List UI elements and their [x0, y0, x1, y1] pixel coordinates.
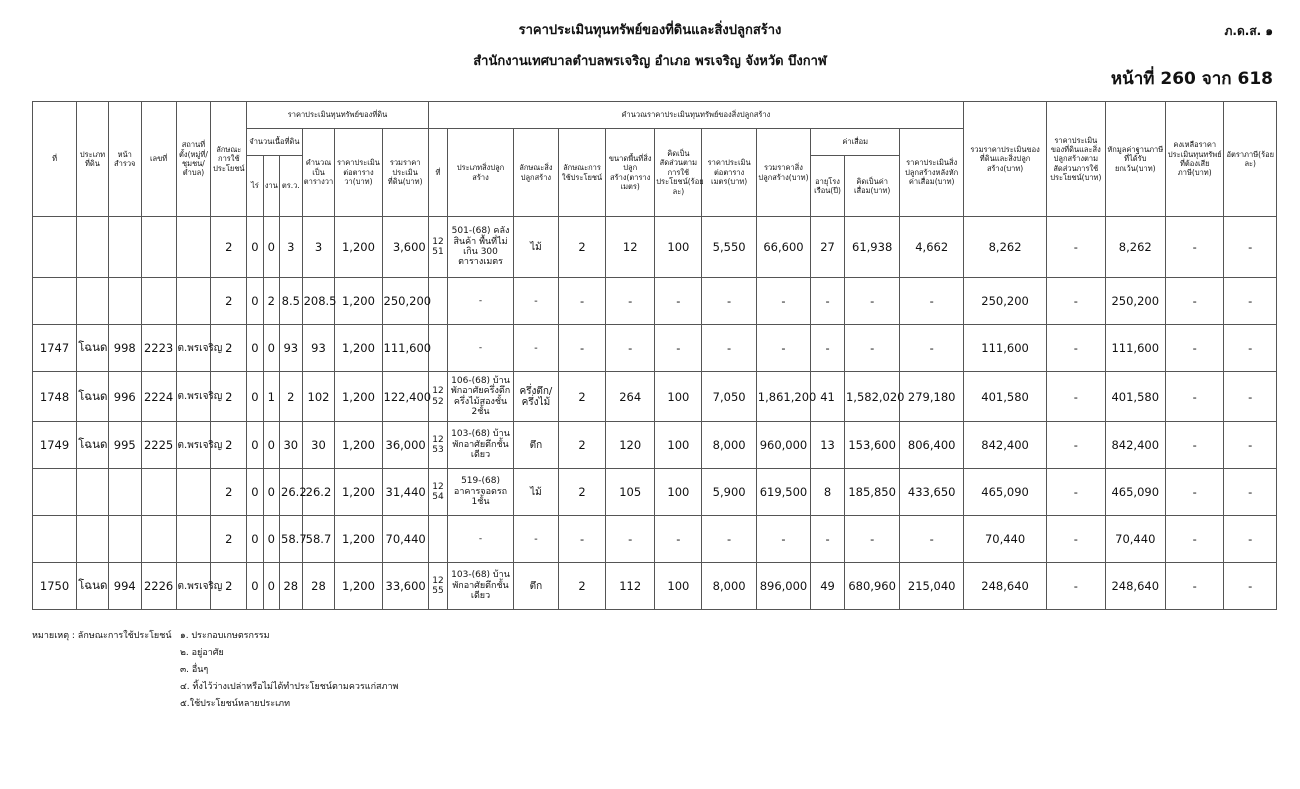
cell-bldg-total: 896,000: [756, 563, 810, 610]
cell-land-total: 31,440: [382, 469, 428, 516]
cell-bldg-after-dep: 279,180: [900, 372, 964, 422]
notes-item: ๓. อื่นๆ: [180, 665, 209, 675]
col-header-price-per-sqm: ราคาประเมินต่อตารางเมตร(บาท): [702, 129, 756, 217]
cell-doc-number: [141, 516, 176, 563]
cell-dep-amount: 61,938: [844, 217, 899, 278]
cell-use-ratio: -: [655, 325, 702, 372]
cell-grand-total: 465,090: [964, 469, 1047, 516]
cell-exemption: 70,440: [1105, 516, 1165, 563]
notes-item: ๒. อยู่อาศัย: [180, 648, 224, 658]
cell-total-sq-wa: 58.7: [302, 516, 335, 563]
form-code: ภ.ด.ส. ๑: [1224, 24, 1273, 38]
cell-dep-amount: 153,600: [844, 422, 899, 469]
document-subtitle: สำนักงานเทศบาลตำบลพรเจริญ อำเภอ พรเจริญ จังหวัด บึงกาฬ: [473, 54, 827, 69]
cell-ngan: 0: [263, 217, 279, 278]
cell-bldg-use: -: [558, 516, 605, 563]
cell-bldg-no: 12 55: [428, 563, 447, 610]
cell-location: ต.พรเจริญ: [176, 563, 211, 610]
cell-bldg-after-dep: -: [900, 516, 964, 563]
cell-no: 1749: [33, 422, 77, 469]
col-header-doc-type: ประเภทที่ดิน: [77, 102, 109, 217]
cell-ngan: 0: [263, 563, 279, 610]
cell-bldg-area: 264: [606, 372, 655, 422]
cell-bldg-after-dep: 806,400: [900, 422, 964, 469]
cell-bldg-nature: ไม้: [513, 217, 558, 278]
cell-bldg-area: -: [606, 325, 655, 372]
cell-rai: 0: [247, 469, 263, 516]
cell-bldg-nature: ตึก: [513, 563, 558, 610]
cell-exemption: 401,580: [1105, 372, 1165, 422]
col-header-land-total: รวมราคาประเมินที่ดิน(บาท): [382, 129, 428, 217]
col-header-prop-ratio-value: ราคาประเมินของที่ดินและสิ่งปลูกสร้างตามสัดส่วนการใช้ประโยชน์(บาท): [1047, 102, 1105, 217]
col-header-bldg-after-dep: ราคาประเมินสิ่งปลูกสร้างหลังหักค่าเสื่อม(บาท): [900, 129, 964, 217]
cell-doc-number: 2224: [141, 372, 176, 422]
cell-survey-page: [108, 278, 141, 325]
col-header-bldg-nature: ลักษณะสิ่งปลูกสร้าง: [513, 129, 558, 217]
notes-item: ๕.ใช้ประโยชน์หลายประเภท: [180, 699, 291, 709]
cell-total-sq-wa: 3: [302, 217, 335, 278]
col-header-exemption: หักมูลค่าฐานภาษีที่ได้รับยกเว้น(บาท): [1105, 102, 1165, 217]
cell-bldg-area: -: [606, 516, 655, 563]
cell-bldg-total: 960,000: [756, 422, 810, 469]
cell-age: 49: [811, 563, 845, 610]
table-row: [33, 563, 1277, 610]
cell-rai: 0: [247, 516, 263, 563]
cell-no: [33, 516, 77, 563]
cell-land-total: 122,400: [382, 372, 428, 422]
cell-bldg-use: 2: [558, 422, 605, 469]
cell-bldg-total: -: [756, 516, 810, 563]
cell-survey-page: [108, 469, 141, 516]
cell-prop-ratio-value: -: [1047, 372, 1105, 422]
cell-location: [176, 278, 211, 325]
cell-sq-wa: 3: [280, 217, 303, 278]
cell-tax-rate: -: [1224, 469, 1277, 516]
cell-doc-number: 2226: [141, 563, 176, 610]
cell-price-per-sq-wa: 1,200: [335, 422, 382, 469]
cell-use-ratio: -: [655, 278, 702, 325]
cell-grand-total: 842,400: [964, 422, 1047, 469]
cell-no: [33, 217, 77, 278]
cell-bldg-type: 519-(68) อาคารจอดรถ 1ชั้น: [448, 469, 514, 516]
cell-ngan: 2: [263, 278, 279, 325]
cell-bldg-use: -: [558, 325, 605, 372]
cell-land-use: 2: [211, 278, 247, 325]
cell-grand-total: 401,580: [964, 372, 1047, 422]
col-header-location: สถานที่ตั้ง(หมู่ที่/ชุมชน/ตำบล): [176, 102, 211, 217]
cell-bldg-no: 12 52: [428, 372, 447, 422]
cell-land-total: 111,600: [382, 325, 428, 372]
cell-bldg-type: 103-(68) บ้านพักอาศัยตึกชั้นเดียว: [448, 422, 514, 469]
table-row: [33, 325, 1277, 372]
cell-doc-type: [77, 469, 109, 516]
cell-doc-type: [77, 278, 109, 325]
col-header-bldg-use: ลักษณะการใช้ประโยชน์: [558, 129, 605, 217]
cell-price-per-sqm: 5,900: [702, 469, 756, 516]
col-header-dep-amount: คิดเป็นค่าเสื่อม(บาท): [844, 156, 899, 217]
cell-tax-rate: -: [1224, 563, 1277, 610]
cell-age: 41: [811, 372, 845, 422]
cell-land-total: 3,600: [382, 217, 428, 278]
notes-item: ๔. ทิ้งไว้ว่างเปล่าหรือไม่ได้ทำประโยชน์ตามควรแก่สภาพ: [180, 682, 399, 692]
cell-prop-ratio-value: -: [1047, 516, 1105, 563]
cell-grand-total: 250,200: [964, 278, 1047, 325]
cell-bldg-nature: ครึ่งตึก/ครึ่งไม้: [513, 372, 558, 422]
cell-bldg-type: -: [448, 516, 514, 563]
cell-grand-total: 70,440: [964, 516, 1047, 563]
cell-prop-ratio-value: -: [1047, 422, 1105, 469]
cell-bldg-after-dep: -: [900, 278, 964, 325]
cell-sq-wa: 8.5: [280, 278, 303, 325]
cell-bldg-nature: -: [513, 516, 558, 563]
cell-bldg-use: 2: [558, 469, 605, 516]
cell-bldg-type: -: [448, 325, 514, 372]
cell-rai: 0: [247, 422, 263, 469]
notes-item: ๑. ประกอบเกษตรกรรม: [180, 631, 270, 641]
page-indicator: หน้าที่ 260 จาก 618: [1110, 69, 1273, 89]
cell-land-use: 2: [211, 422, 247, 469]
col-header-age: อายุโรงเรือน(ปี): [811, 156, 845, 217]
cell-land-total: 33,600: [382, 563, 428, 610]
cell-land-use: 2: [211, 217, 247, 278]
cell-price-per-sqm: 8,000: [702, 422, 756, 469]
table-body: [33, 217, 1277, 610]
cell-bldg-total: 619,500: [756, 469, 810, 516]
notes-label: หมายเหตุ : ลักษณะการใช้ประโยชน์: [32, 631, 172, 641]
cell-location: [176, 217, 211, 278]
cell-land-use: 2: [211, 325, 247, 372]
cell-price-per-sqm: 5,550: [702, 217, 756, 278]
cell-bldg-no: 12 54: [428, 469, 447, 516]
col-header-total-sq-wa: คำนวณเป็นตารางวา: [302, 129, 335, 217]
cell-taxable: -: [1166, 516, 1224, 563]
cell-total-sq-wa: 30: [302, 422, 335, 469]
group-header-building-valuation: คำนวณราคาประเมินทุนทรัพย์ของสิ่งปลูกสร้าง: [428, 102, 963, 129]
cell-tax-rate: -: [1224, 217, 1277, 278]
cell-dep-amount: -: [844, 516, 899, 563]
cell-survey-page: [108, 217, 141, 278]
cell-doc-type: โฉนด: [77, 325, 109, 372]
cell-rai: 0: [247, 217, 263, 278]
cell-bldg-area: 12: [606, 217, 655, 278]
cell-taxable: -: [1166, 325, 1224, 372]
cell-doc-type: [77, 217, 109, 278]
cell-bldg-after-dep: 215,040: [900, 563, 964, 610]
cell-bldg-area: 120: [606, 422, 655, 469]
cell-use-ratio: 100: [655, 422, 702, 469]
cell-price-per-sqm: -: [702, 516, 756, 563]
cell-bldg-nature: -: [513, 325, 558, 372]
cell-exemption: 250,200: [1105, 278, 1165, 325]
cell-doc-type: โฉนด: [77, 422, 109, 469]
cell-price-per-sqm: 7,050: [702, 372, 756, 422]
col-header-taxable: คงเหลือราคาประเมินทุนทรัพย์ที่ต้องเสียภาษี(บาท): [1166, 102, 1224, 217]
cell-doc-type: [77, 516, 109, 563]
notes-section: [32, 628, 398, 713]
cell-bldg-nature: -: [513, 278, 558, 325]
table-row: [33, 217, 1277, 278]
cell-exemption: 465,090: [1105, 469, 1165, 516]
cell-taxable: -: [1166, 278, 1224, 325]
col-header-bldg-total: รวมราคาสิ่งปลูกสร้าง(บาท): [756, 129, 810, 217]
cell-land-use: 2: [211, 516, 247, 563]
cell-taxable: -: [1166, 563, 1224, 610]
col-header-rai: ไร่: [247, 156, 263, 217]
cell-grand-total: 248,640: [964, 563, 1047, 610]
cell-bldg-type: 501-(68) คลังสินค้า พื้นที่ไม่เกิน 300 ตารางเมตร: [448, 217, 514, 278]
cell-bldg-no: [428, 325, 447, 372]
cell-price-per-sq-wa: 1,200: [335, 325, 382, 372]
cell-location: ต.พรเจริญ: [176, 325, 211, 372]
cell-tax-rate: -: [1224, 372, 1277, 422]
group-header-depreciation: ค่าเสื่อม: [811, 129, 900, 156]
cell-doc-number: [141, 469, 176, 516]
cell-bldg-area: 112: [606, 563, 655, 610]
valuation-table: [32, 101, 1277, 610]
cell-bldg-after-dep: 433,650: [900, 469, 964, 516]
col-header-tax-rate: อัตราภาษี(ร้อยละ): [1224, 102, 1277, 217]
cell-age: 13: [811, 422, 845, 469]
table-row: [33, 422, 1277, 469]
cell-sq-wa: 28: [280, 563, 303, 610]
col-header-bldg-type: ประเภทสิ่งปลูกสร้าง: [448, 129, 514, 217]
cell-land-total: 70,440: [382, 516, 428, 563]
cell-taxable: -: [1166, 217, 1224, 278]
cell-tax-rate: -: [1224, 325, 1277, 372]
cell-age: -: [811, 278, 845, 325]
cell-land-total: 36,000: [382, 422, 428, 469]
cell-survey-page: [108, 516, 141, 563]
cell-sq-wa: 30: [280, 422, 303, 469]
cell-no: 1747: [33, 325, 77, 372]
col-header-doc-number: เลขที่: [141, 102, 176, 217]
cell-dep-amount: 1,582,020: [844, 372, 899, 422]
cell-dep-amount: 680,960: [844, 563, 899, 610]
table-row: [33, 278, 1277, 325]
cell-grand-total: 8,262: [964, 217, 1047, 278]
col-header-bldg-no: ที่: [428, 129, 447, 217]
cell-bldg-after-dep: -: [900, 325, 964, 372]
cell-bldg-no: [428, 516, 447, 563]
cell-bldg-area: -: [606, 278, 655, 325]
cell-land-use: 2: [211, 563, 247, 610]
cell-price-per-sq-wa: 1,200: [335, 217, 382, 278]
cell-exemption: 8,262: [1105, 217, 1165, 278]
cell-tax-rate: -: [1224, 516, 1277, 563]
cell-total-sq-wa: 93: [302, 325, 335, 372]
cell-rai: 0: [247, 325, 263, 372]
cell-price-per-sq-wa: 1,200: [335, 563, 382, 610]
cell-bldg-type: -: [448, 278, 514, 325]
cell-doc-type: โฉนด: [77, 372, 109, 422]
cell-no: [33, 469, 77, 516]
cell-survey-page: 998: [108, 325, 141, 372]
cell-use-ratio: -: [655, 516, 702, 563]
table-row: [33, 516, 1277, 563]
cell-price-per-sq-wa: 1,200: [335, 372, 382, 422]
cell-bldg-total: 66,600: [756, 217, 810, 278]
cell-bldg-nature: ไม้: [513, 469, 558, 516]
cell-use-ratio: 100: [655, 469, 702, 516]
cell-price-per-sq-wa: 1,200: [335, 516, 382, 563]
cell-land-use: 2: [211, 469, 247, 516]
cell-use-ratio: 100: [655, 563, 702, 610]
cell-location: ต.พรเจริญ: [176, 372, 211, 422]
col-header-no: ที่: [33, 102, 77, 217]
cell-sq-wa: 2: [280, 372, 303, 422]
cell-land-total: 250,200: [382, 278, 428, 325]
cell-land-use: 2: [211, 372, 247, 422]
cell-rai: 0: [247, 372, 263, 422]
cell-use-ratio: 100: [655, 372, 702, 422]
cell-age: -: [811, 325, 845, 372]
cell-age: -: [811, 516, 845, 563]
cell-prop-ratio-value: -: [1047, 563, 1105, 610]
cell-doc-number: [141, 278, 176, 325]
cell-prop-ratio-value: -: [1047, 278, 1105, 325]
cell-prop-ratio-value: -: [1047, 469, 1105, 516]
cell-taxable: -: [1166, 422, 1224, 469]
cell-bldg-after-dep: 4,662: [900, 217, 964, 278]
cell-price-per-sqm: 8,000: [702, 563, 756, 610]
cell-bldg-no: [428, 278, 447, 325]
cell-tax-rate: -: [1224, 422, 1277, 469]
cell-dep-amount: -: [844, 325, 899, 372]
cell-doc-number: [141, 217, 176, 278]
cell-doc-type: โฉนด: [77, 563, 109, 610]
cell-age: 27: [811, 217, 845, 278]
cell-survey-page: 996: [108, 372, 141, 422]
cell-ngan: 0: [263, 325, 279, 372]
group-header-land-area: จำนวนเนื้อที่ดิน: [247, 129, 302, 156]
cell-exemption: 111,600: [1105, 325, 1165, 372]
cell-total-sq-wa: 28: [302, 563, 335, 610]
table-row: [33, 469, 1277, 516]
cell-bldg-no: 12 51: [428, 217, 447, 278]
cell-total-sq-wa: 26.2: [302, 469, 335, 516]
cell-rai: 0: [247, 563, 263, 610]
cell-age: 8: [811, 469, 845, 516]
cell-ngan: 1: [263, 372, 279, 422]
cell-total-sq-wa: 208.5: [302, 278, 335, 325]
cell-bldg-total: 1,861,200: [756, 372, 810, 422]
cell-bldg-use: 2: [558, 372, 605, 422]
cell-dep-amount: 185,850: [844, 469, 899, 516]
cell-bldg-total: -: [756, 278, 810, 325]
cell-exemption: 842,400: [1105, 422, 1165, 469]
cell-ngan: 0: [263, 516, 279, 563]
cell-bldg-nature: ตึก: [513, 422, 558, 469]
cell-location: [176, 469, 211, 516]
cell-survey-page: 994: [108, 563, 141, 610]
cell-ngan: 0: [263, 469, 279, 516]
cell-bldg-type: 103-(68) บ้านพักอาศัยตึกชั้นเดียว: [448, 563, 514, 610]
cell-price-per-sq-wa: 1,200: [335, 469, 382, 516]
cell-taxable: -: [1166, 469, 1224, 516]
col-header-land-use: ลักษณะการใช้ประโยชน์: [211, 102, 247, 217]
cell-bldg-area: 105: [606, 469, 655, 516]
cell-location: [176, 516, 211, 563]
table-row: [33, 372, 1277, 422]
cell-no: 1750: [33, 563, 77, 610]
document-title: ราคาประเมินทุนทรัพย์ของที่ดินและสิ่งปลูกสร้าง: [518, 23, 782, 38]
cell-prop-ratio-value: -: [1047, 217, 1105, 278]
cell-doc-number: 2225: [141, 422, 176, 469]
cell-sq-wa: 93: [280, 325, 303, 372]
cell-bldg-use: 2: [558, 563, 605, 610]
cell-price-per-sqm: -: [702, 278, 756, 325]
cell-taxable: -: [1166, 372, 1224, 422]
cell-total-sq-wa: 102: [302, 372, 335, 422]
cell-use-ratio: 100: [655, 217, 702, 278]
col-header-price-per-sq-wa: ราคาประเมินต่อตารางวา(บาท): [335, 129, 382, 217]
cell-location: ต.พรเจริญ: [176, 422, 211, 469]
cell-grand-total: 111,600: [964, 325, 1047, 372]
cell-ngan: 0: [263, 422, 279, 469]
cell-bldg-type: 106-(68) บ้านพักอาศัยครึ่งตึกครึ่งไม้สองชั้น 2ชั้น: [448, 372, 514, 422]
col-header-grand-total: รวมราคาประเมินของที่ดินและสิ่งปลูกสร้าง(บาท): [964, 102, 1047, 217]
cell-price-per-sq-wa: 1,200: [335, 278, 382, 325]
cell-no: 1748: [33, 372, 77, 422]
cell-price-per-sqm: -: [702, 325, 756, 372]
cell-dep-amount: -: [844, 278, 899, 325]
col-header-sq-wa: ตร.ว.: [280, 156, 303, 217]
cell-rai: 0: [247, 278, 263, 325]
col-header-survey-page: หน้าสำรวจ: [108, 102, 141, 217]
group-header-land-valuation: ราคาประเมินทุนทรัพย์ของที่ดิน: [247, 102, 429, 129]
cell-doc-number: 2223: [141, 325, 176, 372]
cell-survey-page: 995: [108, 422, 141, 469]
cell-tax-rate: -: [1224, 278, 1277, 325]
col-header-ngan: งาน: [263, 156, 279, 217]
cell-sq-wa: 26.2: [280, 469, 303, 516]
col-header-use-ratio: คิดเป็นสัดส่วนตามการใช้ประโยชน์(ร้อยละ): [655, 129, 702, 217]
cell-no: [33, 278, 77, 325]
cell-bldg-use: -: [558, 278, 605, 325]
col-header-bldg-area: ขนาดพื้นที่สิ่งปลูกสร้าง(ตารางเมตร): [606, 129, 655, 217]
cell-bldg-total: -: [756, 325, 810, 372]
cell-bldg-use: 2: [558, 217, 605, 278]
cell-exemption: 248,640: [1105, 563, 1165, 610]
cell-bldg-no: 12 53: [428, 422, 447, 469]
cell-sq-wa: 58.7: [280, 516, 303, 563]
cell-prop-ratio-value: -: [1047, 325, 1105, 372]
